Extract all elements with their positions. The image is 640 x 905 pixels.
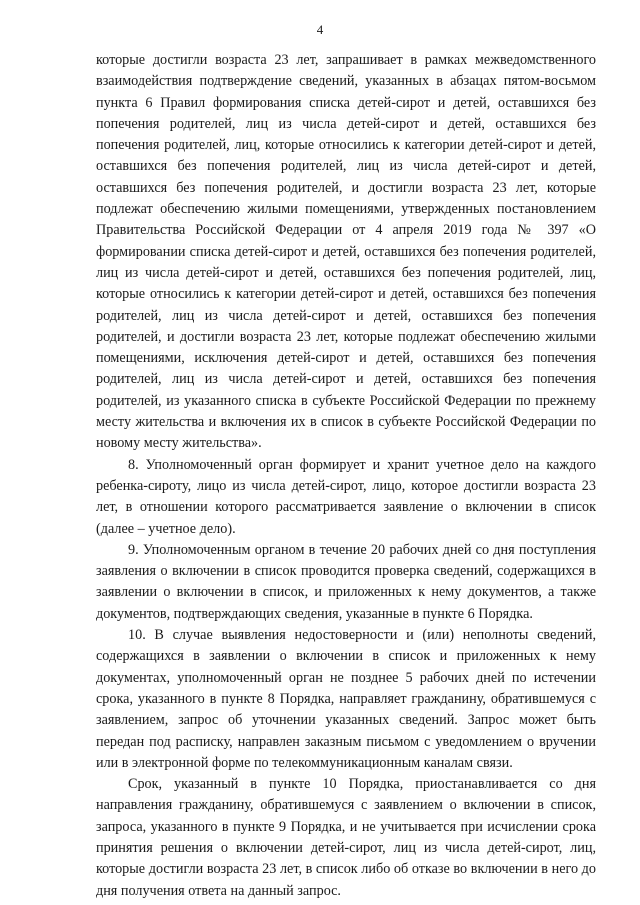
paragraph-item-10: 10. В случае выявления недостоверности и (или) неполноты сведений, содержащихся в заявлении о включении в список и приложенных к нему документах, уполномоченный орган не позднее 5 рабочих дней по истечении срока, указанного в пункте 8 Порядка, направляет гражданину, обратившемуся с заявлением, запрос об уточнении указанных сведений. Запрос может быть передан под расписку, направлен заказным письмом с уведомлением о вручении или в электронной форме по телекоммуникационным каналам связи. — [96, 627, 596, 771]
page-number: 4 — [316, 22, 324, 37]
paragraph-continuation: которые достигли возраста 23 лет, запрашивает в рамках межведомственного взаимодействия подтверждение сведений, указанных в абзацах пятом-восьмом пункта 6 Правил формирования списка детей-сирот и детей, оставшихся без попечения родителей, лиц из числа детей-сирот и детей, оставшихся без попечения родителей, лиц, которые относились к категории детей-сирот и детей, оставшихся без попечения родителей, лиц из числа детей-сирот и детей, оставшихся без попечения родителей, и достигли возраста 23 лет, которые подлежат обеспечению жилыми помещениями, утвержденных постановлением Правительства Российской Федерации от 4 апреля 2019 года № 397 «О формировании списка детей-сирот и детей, оставшихся без попечения родителей, лиц из числа детей-сирот и детей, оставшихся без попечения родителей, лиц, которые относились к категории детей-сирот и детей, оставшихся без попечения родителей, лиц из числа детей-сирот и детей, оставшихся без попечения родителей, и достигли возраста 23 лет, которые подлежат обеспечению жилыми помещениями, исключения детей-сирот и детей, оставшихся без попечения родителей, лиц из числа детей-сирот и детей, оставшихся без попечения родителей, из указанного списка в субъекте Российской Федерации по прежнему месту жительства и включения их в список в субъекте Российской Федерации по новому месту жительства». — [96, 52, 596, 452]
paragraph-item-9: 9. Уполномоченным органом в течение 20 рабочих дней со дня поступления заявления о включении в список проводится проверка сведений, содержащихся в заявлении о включении в список, и приложенных к нему документов, а также документов, подтверждающих сведения, указанные в пункте 6 Порядка. — [96, 541, 596, 622]
paragraph-term-note: Срок, указанный в пункте 10 Порядка, приостанавливается со дня направления гражданину, обратившемуся с заявлением о включении в список, запроса, указанного в пункте 9 Порядка, и не учитывается при исчислении срока принятия решения о включении детей-сирот, лиц из числа детей-сирот, лиц, которые достигли возраста 23 лет, в список либо об отказе во включении в него до дня получения ответа на данный запрос. — [96, 776, 596, 899]
document-body — [96, 50, 596, 902]
paragraph-item-8: 8. Уполномоченный орган формирует и хранит учетное дело на каждого ребенка-сироту, лицо из числа детей-сирот, лицо, которое достигли возраста 23 лет, в отношении которого рассматривается заявление о включении в список (далее – учетное дело). — [96, 456, 596, 537]
